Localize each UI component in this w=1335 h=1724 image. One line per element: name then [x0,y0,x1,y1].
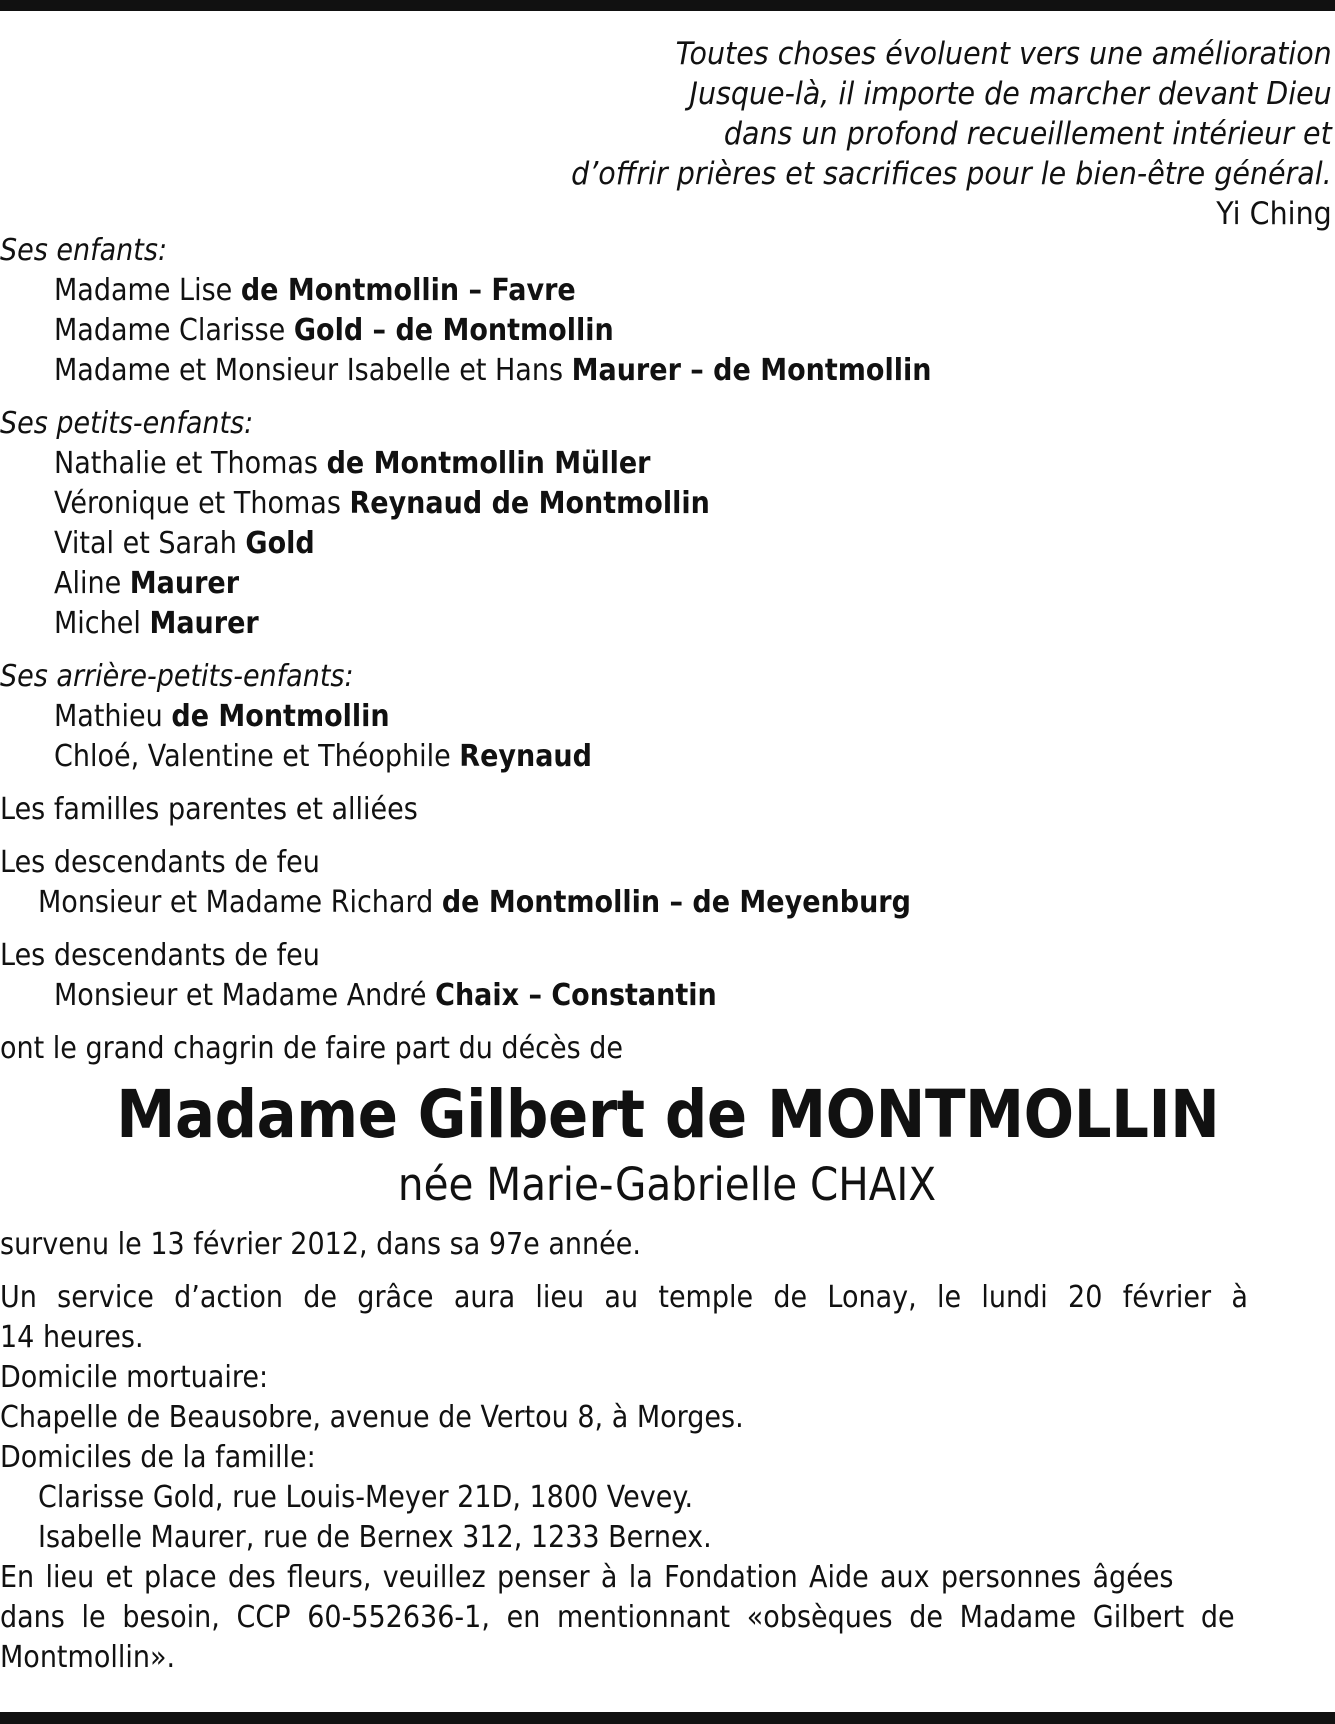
quote-line: dans un profond recueillement intérieur et [724,116,1332,152]
donation-line: En lieu et place des fleurs, veuillez penser à la Fondation Aide aux personnes âgées [0,1560,1174,1595]
quote-line: Jusque-là, il importe de marcher devant Dieu [689,76,1332,112]
great-grandchild-entry: Chloé, Valentine et Théophile Reynaud [54,739,592,774]
mortuary-label: Domicile mortuaire: [0,1360,269,1395]
donation-line: Montmollin». [0,1640,176,1675]
descendants-entry: Monsieur et Madame André Chaix – Constantin [54,978,717,1013]
service-line: Un service d’action de grâce aura lieu au temple de Lonay, le lundi 20 février à [0,1280,1248,1315]
death-info: survenu le 13 février 2012, dans sa 97e année. [0,1227,641,1262]
families-line: Les familles parentes et alliées [0,792,418,827]
family-home-address: Isabelle Maurer, rue de Bernex 312, 1233 Bernex. [38,1520,712,1555]
grandchild-entry: Véronique et Thomas Reynaud de Montmollin [54,486,710,521]
top-rule [0,0,1335,11]
grandchild-entry: Nathalie et Thomas de Montmollin Müller [54,446,651,481]
service-line: 14 heures. [0,1320,144,1355]
donation-line: dans le besoin, CCP 60-552636-1, en mentionnant «obsèques de Madame Gilbert de [0,1600,1235,1635]
quote-author: Yi Ching [1216,196,1332,232]
mortuary-address: Chapelle de Beausobre, avenue de Vertou 8, à Morges. [0,1400,744,1435]
family-home-address: Clarisse Gold, rue Louis-Meyer 21D, 1800 Vevey. [38,1480,694,1515]
descendants-label: Les descendants de feu [0,845,320,880]
grandchildren-label: Ses petits-enfants: [0,406,254,441]
great-grandchildren-label: Ses arrière-petits-enfants: [0,659,354,694]
grandchild-entry: Vital et Sarah Gold [54,526,315,561]
epigraph-quote [571,34,1332,234]
great-grandchild-entry: Mathieu de Montmollin [54,699,390,734]
descendants-entry: Monsieur et Madame Richard de Montmollin – de Meyenburg [38,885,911,920]
child-entry: Madame Clarisse Gold – de Montmollin [54,313,614,348]
announcement-line: ont le grand chagrin de faire part du décès de [0,1031,624,1066]
family-homes-label: Domiciles de la famille: [0,1440,316,1475]
obituary-body [0,231,1335,1678]
descendants-label: Les descendants de feu [0,938,320,973]
child-entry: Madame et Monsieur Isabelle et Hans Maurer – de Montmollin [54,353,932,388]
grandchild-entry: Michel Maurer [54,606,259,641]
children-label: Ses enfants: [0,233,168,268]
bottom-rule [0,1712,1335,1724]
quote-line: d’offrir prières et sacrifices pour le bien-être général. [571,156,1332,192]
deceased-name: Madame Gilbert de MONTMOLLIN [115,1076,1220,1153]
quote-line: Toutes choses évoluent vers une amélioration [675,36,1332,72]
deceased-birth-name: née Marie-Gabrielle CHAIX [398,1158,937,1211]
grandchild-entry: Aline Maurer [54,566,240,601]
child-entry: Madame Lise de Montmollin – Favre [54,273,576,308]
